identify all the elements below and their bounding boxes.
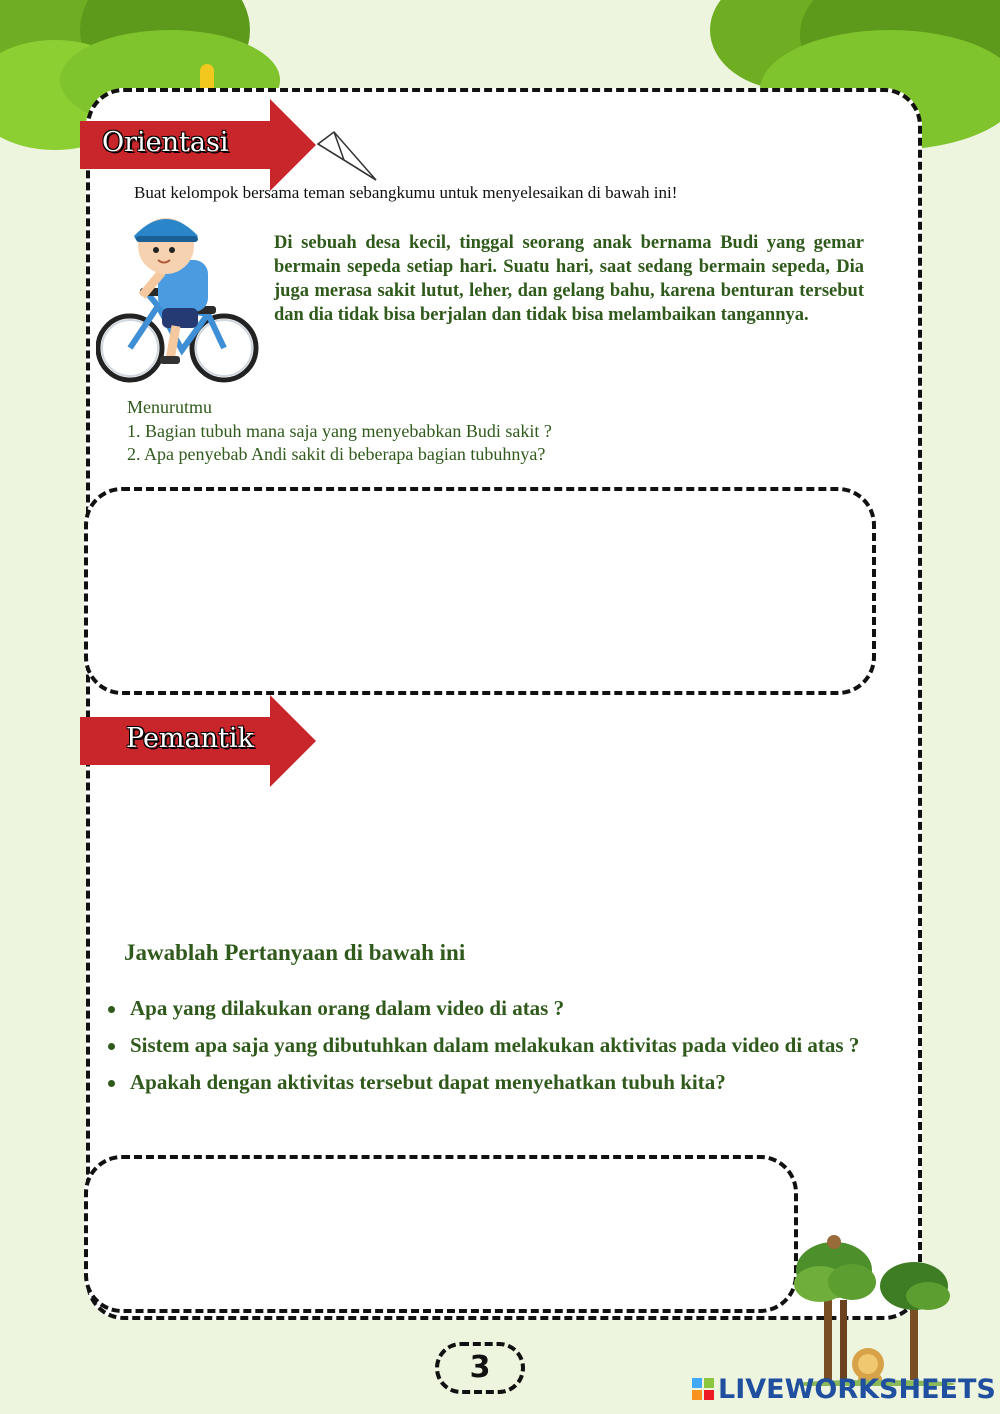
page-number: 3: [435, 1342, 525, 1394]
orientasi-title: Orientasi: [102, 127, 229, 158]
answer-box-orientasi[interactable]: [84, 487, 876, 695]
boy-cyclist-illustration: [96, 210, 260, 390]
pemantik-question-3: Apakah dengan aktivitas tersebut dapat menyehatkan tubuh kita?: [104, 1064, 864, 1101]
liveworksheets-logo-icon: [692, 1378, 714, 1400]
pemantik-title: Pemantik: [126, 723, 254, 754]
liveworksheets-watermark: [692, 1372, 996, 1406]
pemantik-heading: Jawablah Pertanyaan di bawah ini: [124, 940, 466, 965]
question-2: 2. Apa penyebab Andi sakit di beberapa bagian tubuhnya?: [127, 444, 546, 464]
pemantik-banner: [80, 695, 320, 787]
pemantik-question-1: Apa yang dilakukan orang dalam video di atas ?: [104, 990, 864, 1027]
watermark-text: LIVEWORKSHEETS: [718, 1373, 996, 1405]
story-paragraph: Di sebuah desa kecil, tinggal seorang anak bernama Budi yang gemar bermain sepeda setiap hari. Suatu hari, saat sedang bermain sepeda, Dia juga merasa sakit lutut, leher, dan gelang bahu, karena benturan tersebut dan dia tidak bisa berjalan dan tidak bisa melambaikan tangannya.: [274, 233, 864, 325]
paper-plane-icon: [316, 126, 380, 182]
pemantik-question-list: [104, 990, 864, 1101]
jungle-trees-illustration: [790, 1230, 960, 1386]
questions-intro: Menurutmu: [127, 397, 212, 417]
answer-box-pemantik[interactable]: [84, 1155, 798, 1313]
orientasi-instruction: Buat kelompok bersama teman sebangkumu untuk menyelesaikan di bawah ini!: [134, 183, 678, 202]
orientasi-banner: [80, 99, 320, 191]
orientasi-questions: [127, 396, 827, 467]
pemantik-question-2: Sistem apa saja yang dibutuhkan dalam melakukan aktivitas pada video di atas ?: [104, 1027, 864, 1064]
question-1: 1. Bagian tubuh mana saja yang menyebabkan Budi sakit ?: [127, 420, 552, 441]
